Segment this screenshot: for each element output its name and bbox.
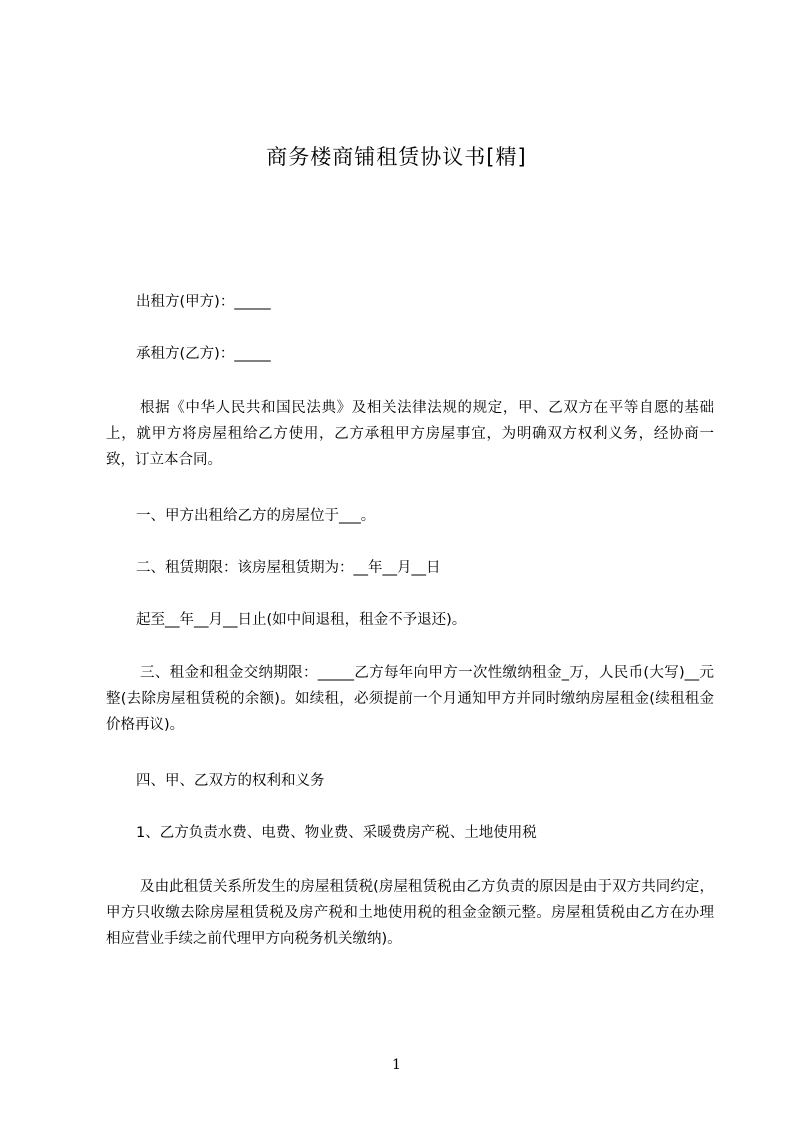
clause-4-heading: 四、甲、乙双方的权利和义务 xyxy=(136,773,325,789)
preamble-paragraph: 根据《中华人民共和国民法典》及相关法律法规的规定，甲、乙双方在平等自愿的基础上，就甲方将房屋租给乙方使用，乙方承租甲方房屋事宜，为明确双方权利义务，经协商一致，订立本合同。 xyxy=(106,400,714,468)
page-number: 1 xyxy=(392,1057,401,1073)
document-title: 商务楼商铺租赁协议书[精] xyxy=(266,145,527,169)
clause-4-item-1: 1、乙方负责水费、电费、物业费、采暖费房产税、土地使用税 xyxy=(136,825,537,841)
clause-4-item-1-continuation: 及由此租赁关系所发生的房屋租赁税(房屋租赁税由乙方负责的原因是由于双方共同约定，甲方只收缴去除房屋租赁税及房产税和土地使用税的租金金额元整。房屋租赁税由乙方在办理相应营业手续之前代理甲方向税务机关缴纳)。 xyxy=(106,879,714,947)
lessor-line: 出租方(甲方)：_____ xyxy=(136,294,271,310)
clause-2: 二、租赁期限：该房屋租赁期为：__年__月__日 xyxy=(136,560,441,576)
clause-3-paragraph: 三、租金和租金交纳期限：_____乙方每年向甲方一次性缴纳租金_万，人民币(大写)__元整(去除房屋租赁税的余额)。如续租，必须提前一个月通知甲方并同时缴纳房屋租金(续租租金价格再议)。 xyxy=(106,665,714,733)
lessee-line: 承租方(乙方)：_____ xyxy=(136,346,271,362)
clause-2-continuation: 起至__年__月__日止(如中间退租，租金不予退还)。 xyxy=(136,612,467,628)
clause-1: 一、甲方出租给乙方的房屋位于___。 xyxy=(136,508,376,524)
